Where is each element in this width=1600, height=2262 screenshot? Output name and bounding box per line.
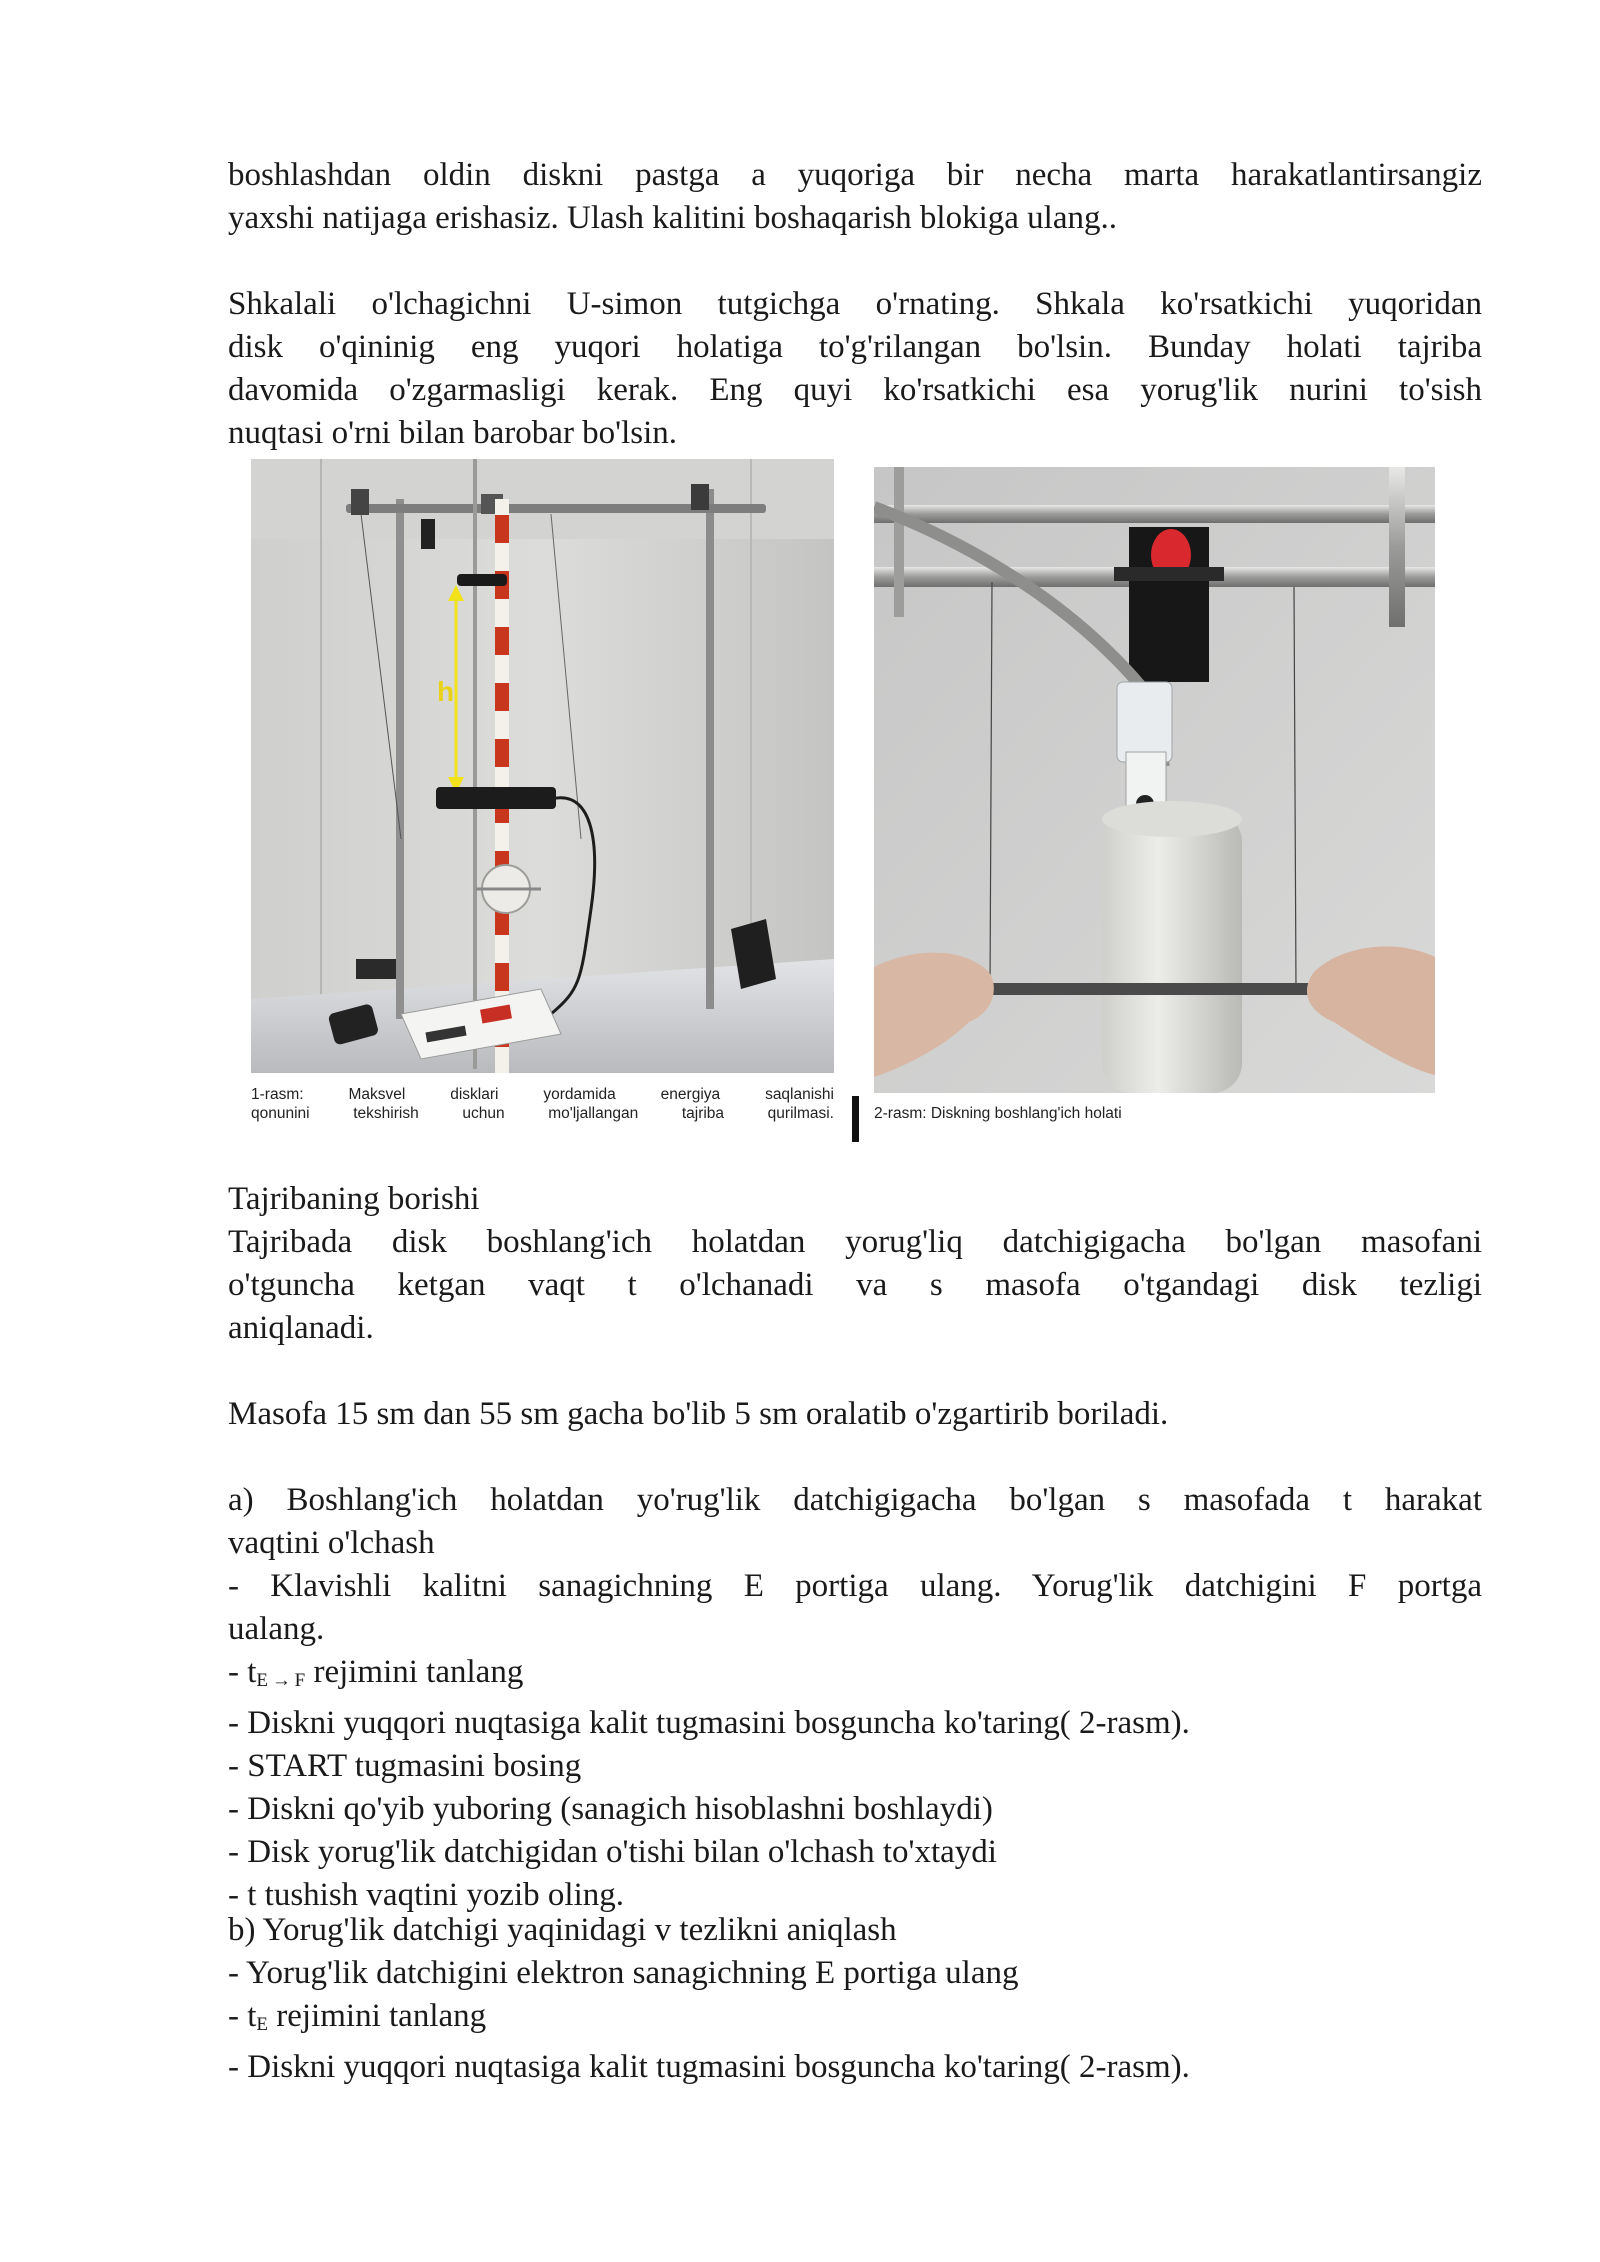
subscript-port: E [256,2014,269,2035]
caption-line: qonunini tekshirish uchun mo'ljallangan tajriba qurilmasi. [251,1105,834,1122]
paragraph-line: aniqlanadi. [228,1310,374,1346]
disk-photo-drawing [874,467,1435,1093]
figure-2-disk-photo [874,467,1435,1093]
paragraph-line: Shkalali o'lchagichni U-simon tutgichga o'rnating. Shkala ko'rsatkichi yuqoridan [228,286,1482,322]
figure-2-caption: 2-rasm: Diskning boshlang'ich holati [874,1105,1122,1122]
part-a-title-line: vaqtini o'lchash [228,1525,435,1561]
caption-line: 1-rasm: Maksvel disklari yordamida energiya saqlanishi [251,1086,834,1103]
part-a-step: - Disk yorug'lik datchigidan o'tishi bilan o'lchash to'xtaydi [228,1834,997,1870]
part-a-step: - Diskni yuqqori nuqtasiga kalit tugmasini bosguncha ko'taring( 2-rasm). [228,1705,1190,1741]
step-suffix: rejimini tanlang [268,1998,487,2034]
part-a-step: - t tushish vaqtini yozib oling. [228,1877,624,1913]
paragraph-ruler-setup [228,283,1482,455]
paragraph-line: o'tguncha ketgan vaqt t o'lchanadi va s masofa o'tgandagi disk tezligi [228,1267,1482,1303]
section-heading: Tajribaning borishi [228,1181,480,1217]
caption-separator-mark [852,1096,859,1142]
paragraph-line: boshlashdan oldin diskni pastga a yuqoriga bir necha marta harakatlantirsangiz [228,157,1482,193]
paragraph-line: Tajribada disk boshlang'ich holatdan yorug'liq datchigigacha bo'lgan masofani [228,1224,1482,1260]
part-a-step-mode [228,1651,1482,1702]
part-a-step: - Diskni qo'yib yuboring (sanagich hisoblashni boshlaydi) [228,1791,993,1827]
part-b-step: - Yorug'lik datchigini elektron sanagichning E portiga ulang [228,1955,1019,1991]
step-prefix: - t [228,1998,257,2034]
part-a-step: - Klavishli kalitni sanagichning E portiga ulang. Yorug'lik datchigini F portga [228,1568,1482,1604]
part-b-title: b) Yorug'lik datchigi yaqinidagi v tezlikni aniqlash [228,1912,897,1948]
step-suffix: rejimini tanlang [305,1654,524,1690]
paragraph-line: yaxshi natijaga erishasiz. Ulash kalitini boshaqarish blokiga ulang.. [228,200,1117,236]
apparatus-photo-drawing [251,459,834,1073]
height-label-h: h [437,676,455,707]
part-b-step-mode [228,1995,1482,2046]
paragraph-line: nuqtasi o'rni bilan barobar bo'lsin. [228,415,678,451]
figure-1-caption [251,1085,834,1123]
part-a-title-line: a) Boshlang'ich holatdan yo'rug'lik datchigigacha bo'lgan s masofada t harakat [228,1482,1482,1518]
part-a-procedure [228,1479,1482,1917]
part-a-step: - START tugmasini bosing [228,1748,582,1784]
part-a-step: ualang. [228,1611,325,1647]
paragraph-line: disk o'qininig eng yuqori holatiga to'g'rilangan bo'lsin. Bunday holati tajriba [228,329,1482,365]
paragraph-continuation [228,154,1482,240]
subscript-ports: E → F [256,1670,306,1691]
part-b-procedure [228,1909,1482,2089]
step-prefix: - t [228,1654,257,1690]
part-b-step: - Diskni yuqqori nuqtasiga kalit tugmasini bosguncha ko'taring( 2-rasm). [228,2049,1190,2085]
section-procedure [228,1178,1482,1350]
figure-1-apparatus-photo [251,459,834,1073]
paragraph-line: Masofa 15 sm dan 55 sm gacha bo'lib 5 sm oralatib o'zgartirib boriladi. [228,1396,1169,1432]
paragraph-distance [228,1393,1482,1436]
paragraph-line: davomida o'zgarmasligi kerak. Eng quyi ko'rsatkichi esa yorug'lik nurini to'sish [228,372,1482,408]
